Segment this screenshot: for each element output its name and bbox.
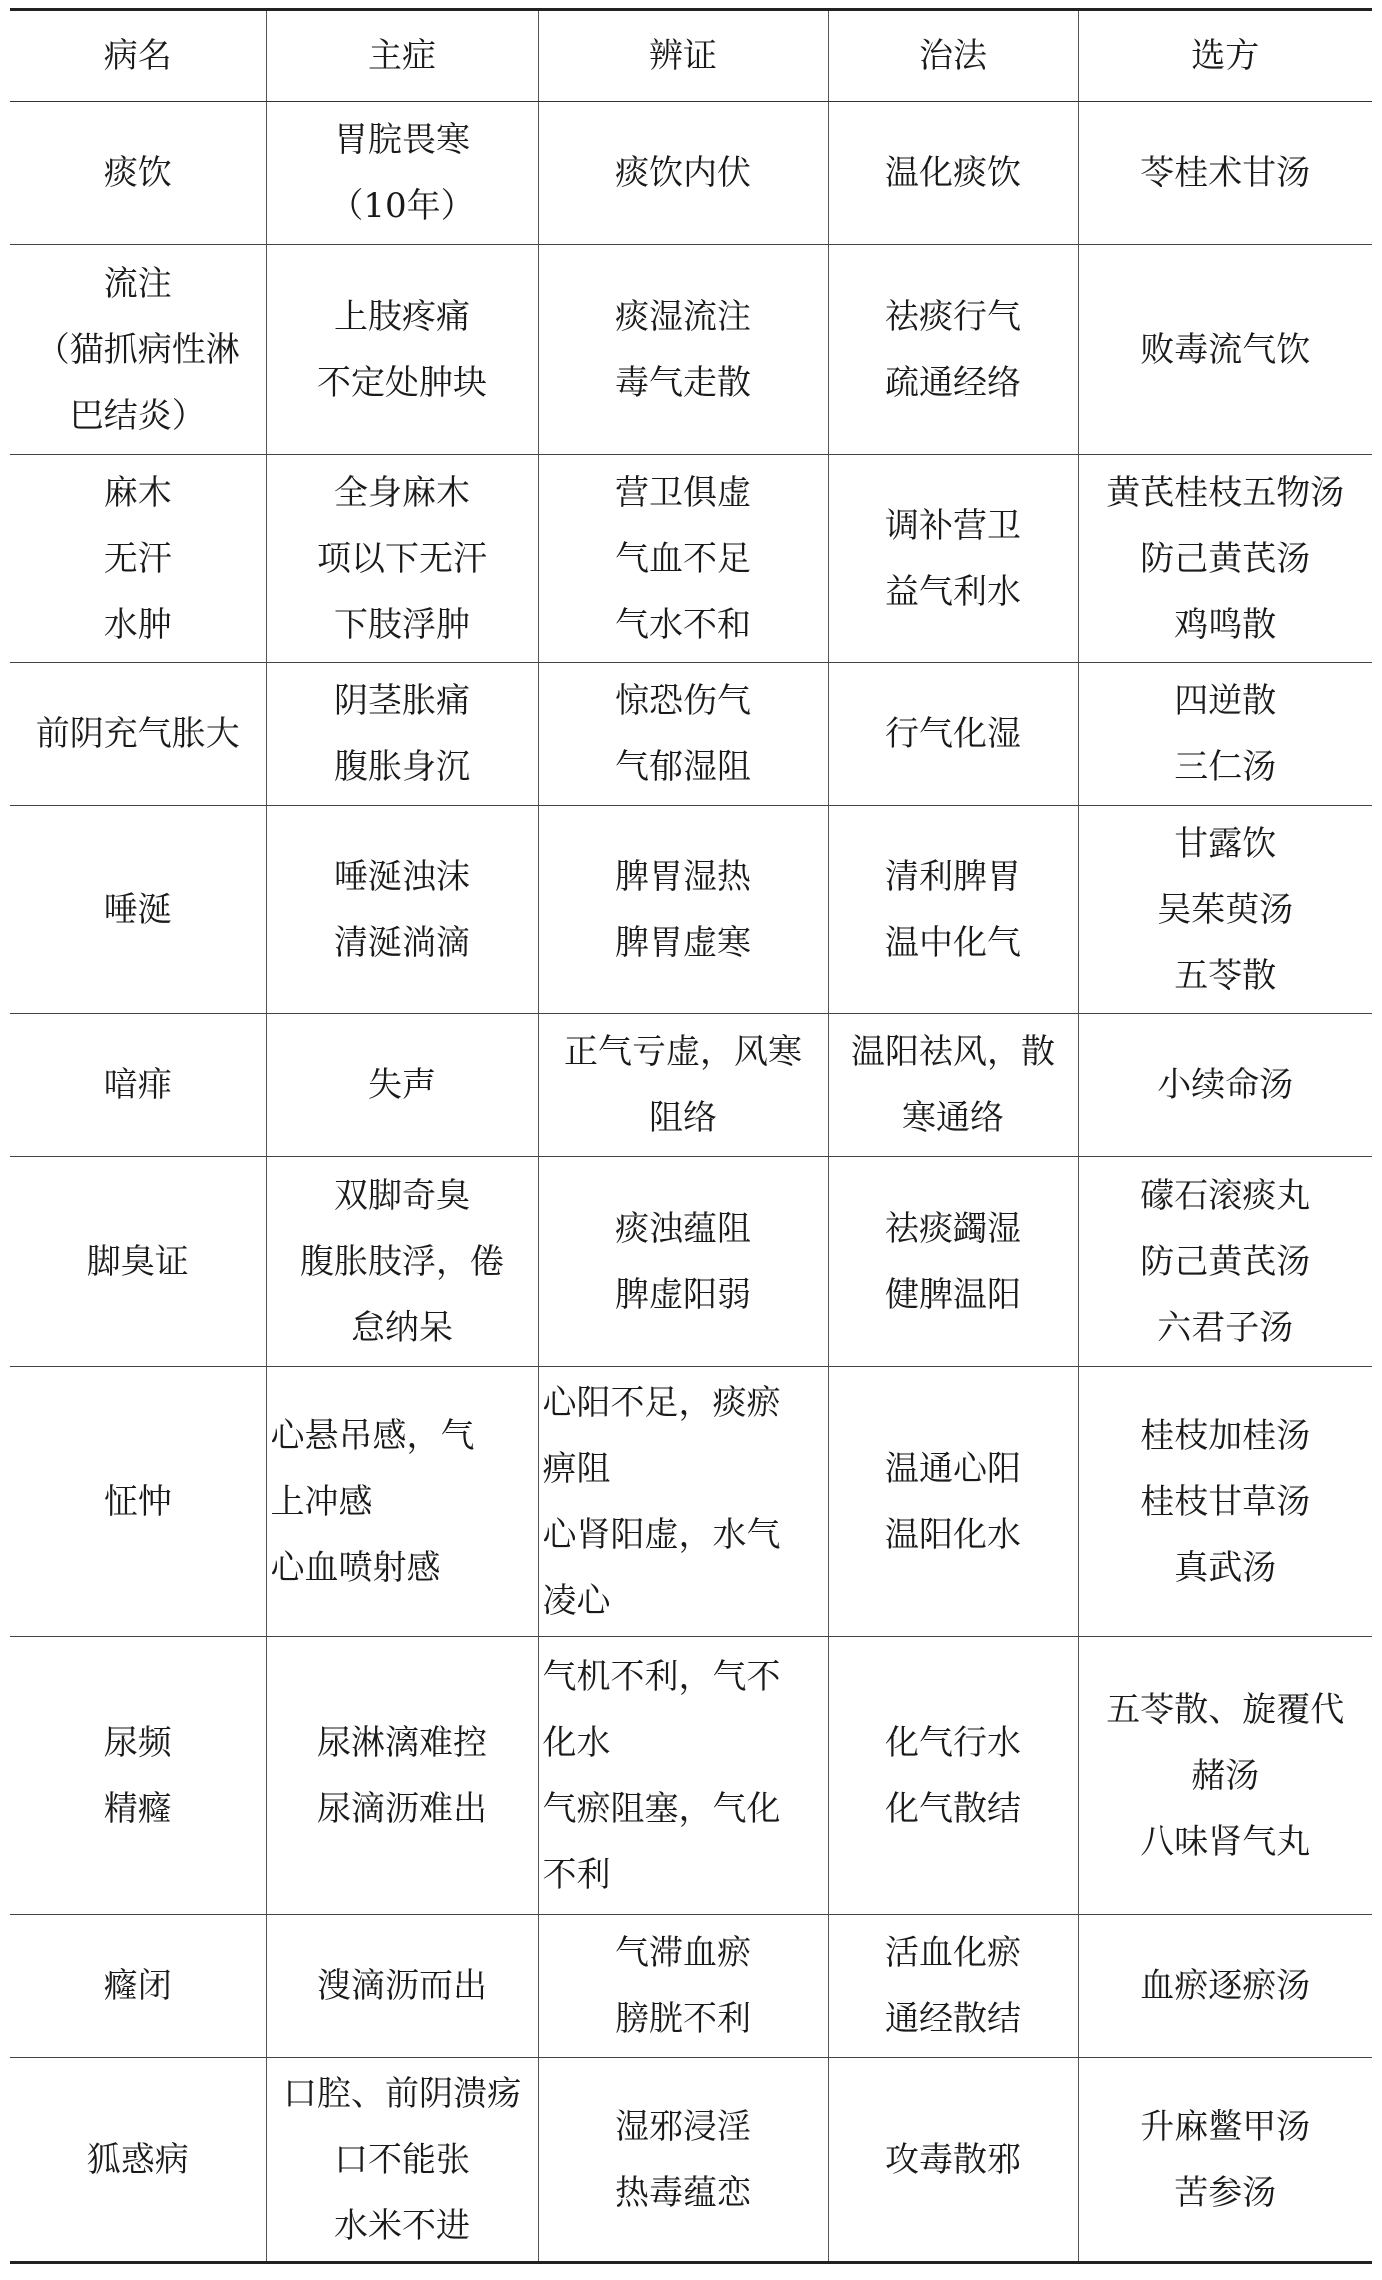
cell-line: 痰饮 [103, 153, 172, 193]
cell-pattern [538, 2058, 828, 2263]
cell-line: 真武汤 [1174, 1547, 1277, 1588]
cell-line: 六君子汤 [1157, 1307, 1294, 1348]
table-body [10, 10, 1372, 2263]
cell-line: 双脚奇臭 [334, 1175, 470, 1216]
cell-line: 痰湿流注 [615, 296, 751, 337]
cell-line: 祛痰蠲湿 [885, 1208, 1021, 1249]
table-row [10, 806, 1372, 1014]
cell-treatment [828, 1014, 1078, 1157]
cell-line: 湿邪浸淫 [615, 2106, 751, 2147]
cell-line: 桂枝加桂汤 [1140, 1415, 1311, 1456]
cell-line: 惊恐伤气 [615, 681, 751, 721]
cell-line: 八味肾气丸 [1140, 1821, 1311, 1862]
cell-line: 不定处肿块 [317, 362, 487, 403]
cell-line: 喑痱 [103, 1065, 172, 1105]
cell-treatment [828, 1157, 1078, 1367]
cell-line: 化气散结 [885, 1788, 1021, 1829]
header-pattern: 辨证 [538, 10, 828, 102]
cell-line: 鸡鸣散 [1174, 604, 1277, 645]
cell-line: 心悬吊感，气 [270, 1415, 475, 1456]
cell-line: 礞石滚痰丸 [1140, 1175, 1311, 1216]
cell-line: 精癃 [103, 1788, 172, 1829]
cell-line: 膀胱不利 [615, 1999, 751, 2039]
cell-line: 疏通经络 [885, 362, 1021, 403]
cell-symptoms [266, 1915, 538, 2058]
cell-disease [10, 455, 266, 663]
cell-pattern [538, 806, 828, 1014]
cell-line: 怔忡 [103, 1481, 172, 1522]
cell-formula [1078, 245, 1372, 455]
cell-symptoms [266, 1157, 538, 1367]
cell-disease [10, 1915, 266, 2058]
cell-line: 脚臭证 [86, 1241, 189, 1282]
cell-line: 腹胀身沉 [334, 747, 470, 787]
header-formula: 选方 [1078, 10, 1372, 102]
cell-line: 项以下无汗 [317, 538, 487, 579]
cell-line: 水肿 [103, 604, 172, 645]
cell-line: 小续命汤 [1157, 1065, 1294, 1105]
cell-line: 健脾温阳 [885, 1274, 1021, 1315]
cell-line: 升麻鳖甲汤 [1140, 2106, 1311, 2147]
cell-symptoms [266, 2058, 538, 2263]
cell-line: 上冲感 [270, 1481, 373, 1522]
cell-formula [1078, 1637, 1372, 1915]
cell-line: 吴茱萸汤 [1157, 889, 1294, 930]
cell-line: 胃脘畏寒 [334, 120, 470, 160]
cell-treatment [828, 245, 1078, 455]
cell-line: 温阳化水 [885, 1514, 1021, 1555]
cell-symptoms [266, 245, 538, 455]
cell-line: 三仁汤 [1174, 747, 1277, 787]
cell-disease [10, 2058, 266, 2263]
header-symptoms: 主症 [266, 10, 538, 102]
cell-symptoms [266, 1637, 538, 1915]
cell-line: 脾虚阳弱 [615, 1274, 751, 1315]
cell-disease [10, 102, 266, 245]
cell-line: 寒通络 [902, 1098, 1004, 1138]
cell-symptoms [266, 663, 538, 806]
cell-disease [10, 806, 266, 1014]
cell-treatment [828, 1367, 1078, 1637]
tcm-case-table [10, 8, 1372, 2264]
cell-line: 苦参汤 [1174, 2172, 1277, 2213]
cell-line: 气郁湿阻 [615, 747, 751, 787]
cell-line: 腹胀肢浮，倦 [300, 1241, 504, 1282]
table-row [10, 2058, 1372, 2263]
cell-treatment [828, 455, 1078, 663]
cell-line: 癃闭 [103, 1966, 172, 2006]
cell-line: 毒气走散 [615, 362, 751, 403]
cell-line: 调补营卫 [885, 505, 1021, 546]
cell-treatment [828, 1915, 1078, 2058]
cell-line: 甘露饮 [1174, 823, 1277, 864]
cell-disease [10, 663, 266, 806]
cell-line: 痰饮内伏 [615, 153, 751, 193]
cell-line: 气滞血瘀 [615, 1933, 751, 1973]
cell-line: 败毒流气饮 [1140, 329, 1311, 370]
table-row [10, 1014, 1372, 1157]
cell-line: 上肢疼痛 [334, 296, 470, 337]
cell-line: 气瘀阻塞，气化 [542, 1788, 781, 1829]
cell-treatment [828, 2058, 1078, 2263]
cell-line: 麻木 [103, 472, 172, 513]
cell-line: 清涎淌滴 [334, 922, 470, 963]
cell-line: 唾涎浊沫 [334, 856, 470, 897]
cell-line: 前阴充气胀大 [35, 714, 240, 754]
cell-line: 桂枝甘草汤 [1140, 1481, 1311, 1522]
cell-line: 无汗 [103, 538, 172, 579]
table-row [10, 1157, 1372, 1367]
cell-disease [10, 1157, 266, 1367]
cell-symptoms [266, 1367, 538, 1637]
cell-line: 益气利水 [885, 571, 1021, 612]
cell-line: 血瘀逐瘀汤 [1140, 1966, 1311, 2006]
cell-symptoms [266, 1014, 538, 1157]
cell-line: 心阳不足，痰瘀 [542, 1382, 781, 1423]
cell-line: 口腔、前阴溃疡 [283, 2073, 521, 2114]
cell-line: 气血不足 [615, 538, 751, 579]
cell-line: 气水不和 [615, 604, 751, 645]
cell-line: 赭汤 [1191, 1755, 1260, 1796]
table-row [10, 1637, 1372, 1915]
table-row [10, 245, 1372, 455]
cell-disease [10, 1367, 266, 1637]
header-treatment: 治法 [828, 10, 1078, 102]
cell-line: 凌心 [542, 1580, 611, 1621]
cell-symptoms [266, 806, 538, 1014]
cell-pattern [538, 1367, 828, 1637]
table-row [10, 102, 1372, 245]
cell-line: 温化痰饮 [885, 153, 1021, 193]
cell-line: 脾胃湿热 [615, 856, 751, 897]
cell-formula [1078, 2058, 1372, 2263]
cell-treatment [828, 1637, 1078, 1915]
cell-line: 化气行水 [885, 1722, 1021, 1763]
cell-line: 怠纳呆 [351, 1307, 453, 1348]
cell-line: 行气化湿 [885, 714, 1021, 754]
cell-line: 热毒蕴恋 [615, 2172, 751, 2213]
cell-line: 水米不进 [334, 2205, 470, 2246]
cell-symptoms [266, 102, 538, 245]
cell-line: 失声 [368, 1065, 436, 1105]
cell-line: 黄芪桂枝五物汤 [1106, 472, 1345, 513]
cell-pattern [538, 245, 828, 455]
cell-line: 不利 [542, 1854, 611, 1895]
cell-pattern [538, 1637, 828, 1915]
cell-formula [1078, 1367, 1372, 1637]
cell-pattern [538, 102, 828, 245]
header-row [10, 10, 1372, 102]
cell-formula [1078, 806, 1372, 1014]
cell-line: 尿淋漓难控 [317, 1722, 487, 1763]
cell-formula [1078, 1915, 1372, 2058]
cell-symptoms [266, 455, 538, 663]
cell-treatment [828, 663, 1078, 806]
table-row [10, 1367, 1372, 1637]
cell-formula [1078, 102, 1372, 245]
cell-formula [1078, 663, 1372, 806]
cell-treatment [828, 102, 1078, 245]
cell-line: 阴茎胀痛 [334, 681, 470, 721]
cell-line: 痹阻 [542, 1448, 611, 1489]
cell-pattern [538, 455, 828, 663]
cell-pattern [538, 1157, 828, 1367]
cell-line: 下肢浮肿 [334, 604, 470, 645]
cell-line: 四逆散 [1174, 681, 1277, 721]
cell-line: 阻络 [649, 1098, 717, 1138]
cell-line: 化水 [542, 1722, 611, 1763]
cell-line: 唾涎 [103, 889, 172, 930]
cell-line: 营卫俱虚 [615, 472, 751, 513]
cell-line: 清利脾胃 [885, 856, 1021, 897]
header-disease: 病名 [10, 10, 266, 102]
cell-line: 心血喷射感 [270, 1547, 441, 1588]
table-row [10, 663, 1372, 806]
table-row [10, 1915, 1372, 2058]
cell-disease [10, 1014, 266, 1157]
cell-line: 温通心阳 [885, 1448, 1021, 1489]
cell-line: 苓桂术甘汤 [1140, 153, 1311, 193]
cell-formula [1078, 1157, 1372, 1367]
cell-line: 通经散结 [885, 1999, 1021, 2039]
cell-treatment [828, 806, 1078, 1014]
cell-formula [1078, 455, 1372, 663]
cell-line: 气机不利，气不 [542, 1656, 781, 1697]
cell-formula [1078, 1014, 1372, 1157]
cell-line: 防己黄芪汤 [1140, 538, 1311, 579]
cell-line: 温中化气 [885, 922, 1021, 963]
cell-line: 五苓散 [1174, 955, 1277, 996]
cell-line: 脾胃虚寒 [615, 922, 751, 963]
cell-disease [10, 1637, 266, 1915]
cell-pattern [538, 1915, 828, 2058]
cell-line: 五苓散、旋覆代 [1106, 1689, 1345, 1730]
cell-line: 尿滴沥难出 [317, 1788, 487, 1829]
cell-line: 痰浊蕴阻 [615, 1208, 751, 1249]
cell-line: （猫抓病性淋 [35, 329, 240, 370]
cell-line: 心肾阳虚，水气 [542, 1514, 781, 1555]
cell-line: 全身麻木 [334, 472, 470, 513]
cell-disease [10, 245, 266, 455]
cell-pattern [538, 663, 828, 806]
cell-line: 防己黄芪汤 [1140, 1241, 1311, 1282]
cell-line: （10年） [329, 186, 475, 226]
table-row [10, 455, 1372, 663]
cell-line: 流注 [103, 263, 172, 304]
cell-line: 尿频 [103, 1722, 172, 1763]
cell-pattern [538, 1014, 828, 1157]
cell-line: 祛痰行气 [885, 296, 1021, 337]
cell-line: 溲滴沥而出 [317, 1966, 487, 2006]
cell-line: 口不能张 [334, 2139, 470, 2180]
cell-line: 温阳祛风，散 [851, 1032, 1055, 1072]
cell-line: 巴结炎） [69, 395, 206, 436]
cell-line: 正气亏虚，风寒 [564, 1032, 802, 1072]
cell-line: 攻毒散邪 [885, 2139, 1021, 2180]
cell-line: 活血化瘀 [885, 1933, 1021, 1973]
cell-line: 狐惑病 [86, 2139, 189, 2180]
